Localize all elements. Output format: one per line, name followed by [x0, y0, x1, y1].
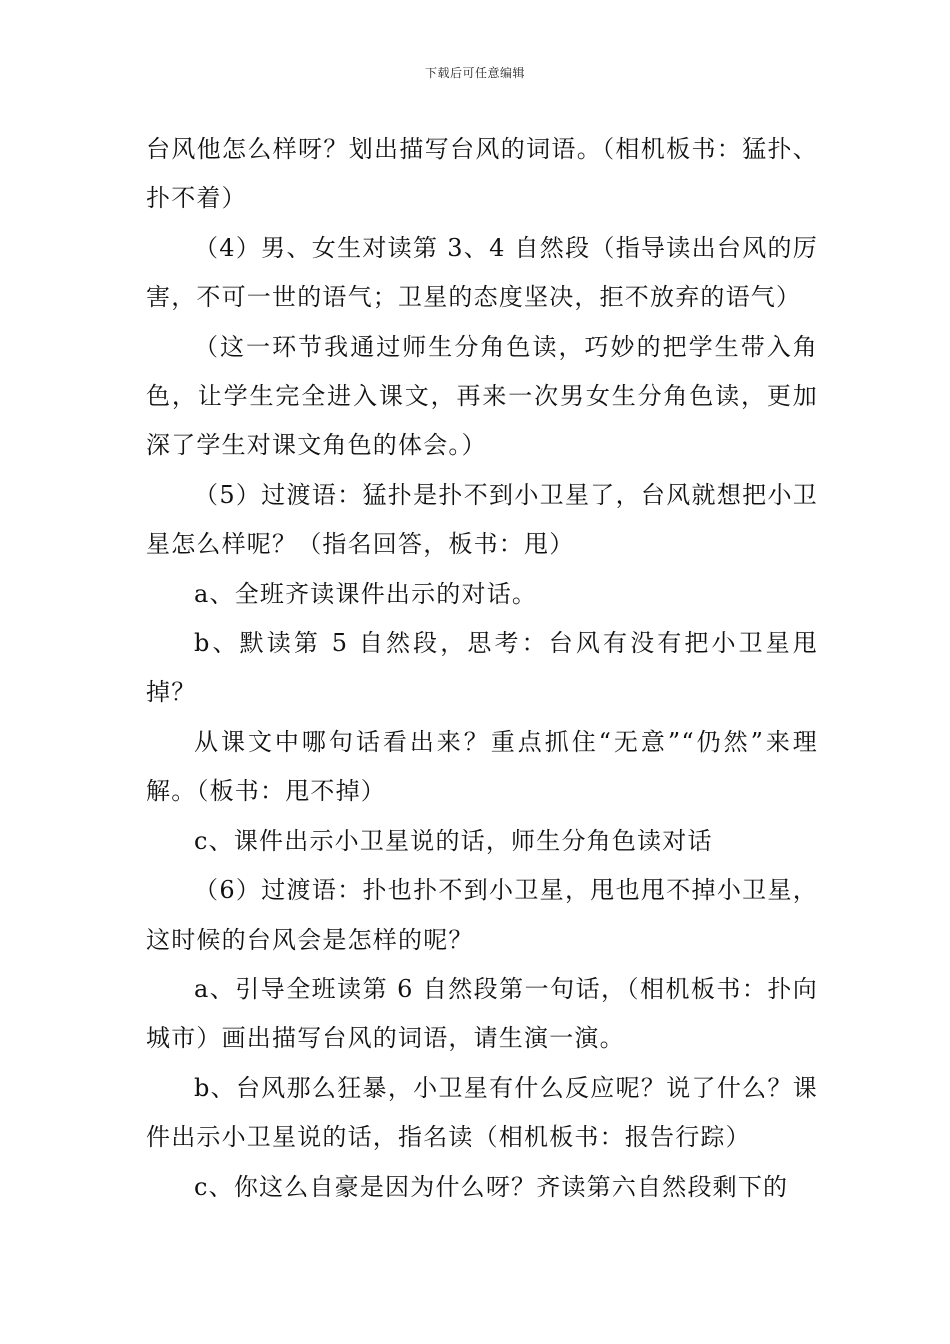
paragraph: c、你这么自豪是因为什么呀？齐读第六自然段剩下的	[194, 1172, 789, 1201]
document-body	[146, 125, 818, 1212]
page-header: 下载后可任意编辑	[424, 66, 525, 80]
paragraph: 从课文中哪句话看出来？重点抓住“无意”“仍然”来理解。（板书：甩不掉）	[146, 727, 818, 806]
paragraph: c、课件出示小卫星说的话，师生分角色读对话	[194, 826, 713, 855]
paragraph: b、默读第 5 自然段，思考：台风有没有把小卫星甩掉？	[146, 629, 818, 707]
paragraph: （6）过渡语：扑也扑不到小卫星，甩也甩不掉小卫星，这时候的台风会是怎样的呢？	[146, 876, 818, 954]
paragraph: b、台风那么狂暴，小卫星有什么反应呢？说了什么？课件出示小卫星说的话，指名读（相机板书：报告行踪）	[146, 1073, 818, 1152]
paragraph: 台风他怎么样呀？划出描写台风的词语。（相机板书：猛扑、扑不着）	[146, 135, 818, 213]
paragraph: （这一环节我通过师生分角色读，巧妙的把学生带入角色，让学生完全进入课文，再来一次男女生分角色读，更加深了学生对课文角色的体会。）	[146, 332, 818, 460]
paragraph: a、引导全班读第 6 自然段第一句话，（相机板书：扑向城市）画出描写台风的词语，请生演一演。	[146, 974, 818, 1053]
paragraph: （4）男、女生对读第 3、4 自然段（指导读出台风的厉害，不可一世的语气；卫星的态度坚决，拒不放弃的语气）	[146, 233, 818, 312]
paragraph: a、全班齐读课件出示的对话。	[194, 579, 538, 608]
paragraph: （5）过渡语：猛扑是扑不到小卫星了，台风就想把小卫星怎么样呢？（指名回答，板书：甩）	[146, 480, 818, 559]
